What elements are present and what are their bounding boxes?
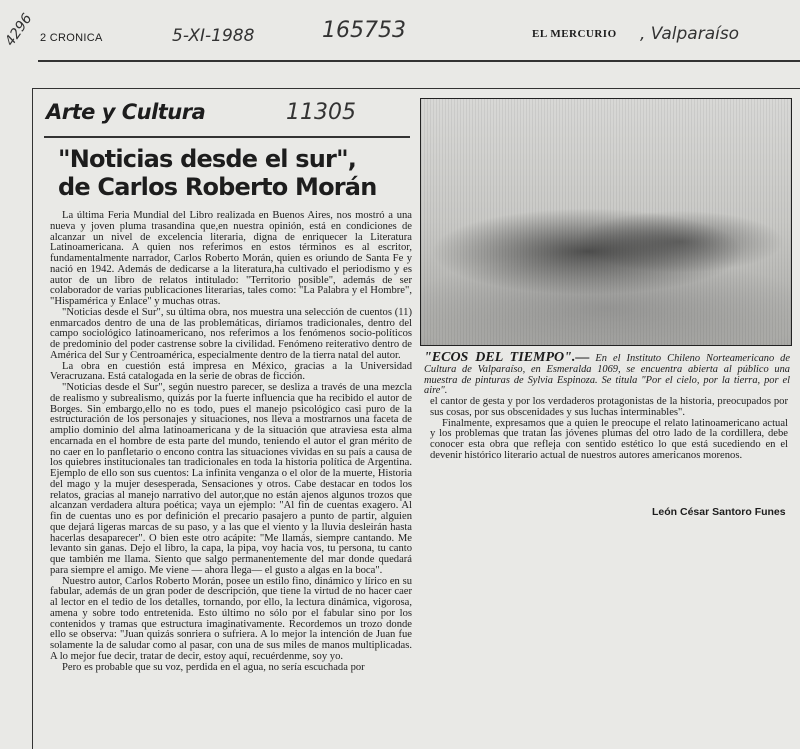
article-body-left <box>50 211 412 673</box>
handwritten-folio: 11305 <box>286 100 356 125</box>
author-signature: León César Santoro Funes <box>652 506 786 518</box>
caption-title: "ECOS DEL TIEMPO".— <box>424 350 590 365</box>
paragraph: "Noticias desde el Sur", según nuestro parecer, se desliza a través de una mezcla de realismo y subrealismo, quizás por la fuerte influencia que ha recibido el autor de Borges. Sin embargo,ello no es todo, pues el manejo psicológico casi puro de la estructuración de los personajes y situaciones, nos lleva a mostrarnos una faceta de amplio dominio del alma latinoamericana y de la situación que atraviesa esta alma encarnada en el hombre de esta parte del mundo, teniendo el autor el gran mérito de no caer en lo panfletario o encono contra las situaciones vividas en su país a causa de los quiebres institucionales tan tradicionales en toda la historia política de Argentina. Ejemplo de ello son sus cuentos: La infinita venganza o el olor de la muerte, Historia del mago y la mujer desesperada, Sensaciones y otros. Cabe destacar en todos los relatos, gracias al manejo narrativo del autor,que no están ajenos algunos trozos que alcanzan verdadera altura poética; vaya un ejemplo: "Al fin de cuentas exagero. Al fin de cuentas uno es por definición el precario pasajero a punto de partir, alguien que dejará ligeras marcas de su paso, y a las que el viento y la lluvia desleirán hasta hacerlas desaparecer". O bien este otro acápite: "Me llamás, siempre cantando. Me levanto sin ganas. Dejo el libro, la capa, la pipa, voy hacia vos, tu persona, tu canto que también me llama. Siento que salgo permanentemente del mar donde quedará para siempre el amigo. Me viene — ahora llega— el gusto a algas en la boca". <box>50 382 412 576</box>
paragraph-continuation: el cantor de gesta y por los verdaderos protagonistas de la historia, preocupados por sus cosas, por sus obscenidades y sus luchas interminables". <box>430 396 788 418</box>
handwritten-number: 165753 <box>322 18 406 43</box>
handwritten-date: 5-XI-1988 <box>172 26 255 46</box>
headline-line-1: "Noticias desde el sur", <box>58 145 357 173</box>
paragraph: Finalmente, expresamos que a quien le preocupe el relato latinoamericano actual y los problemas que tratan las jóvenes plumas del otro lado de la cordillera, debe conocer esta obra que refleja con sentido estético lo que está sucediendo en el devenir histórico literario actual de nuestros autores americanos morenos. <box>430 417 788 461</box>
paragraph: "Noticias desde el Sur", su última obra, nos muestra una selección de cuentos (11) enmarcados dentro de una de las problemáticas, diríamos tradicionales, dentro del campo sociológico latinoamericano, nos referimos a los fenómenos socio-políticos de predominio del poder castrense sobre la civilidad. Fenómeno reiterativo dentro de América del Sur y Centroamérica, especialmente dentro de la tierra natal del autor. <box>50 306 412 361</box>
page-section-label: 2 CRONICA <box>40 32 103 44</box>
painting-photo <box>420 98 792 346</box>
article-body-right <box>430 397 788 462</box>
photo-caption <box>424 350 790 397</box>
article-headline <box>58 145 418 201</box>
newspaper-name: EL MERCURIO <box>532 28 617 40</box>
header-rule <box>38 60 800 62</box>
paragraph: La última Feria Mundial del Libro realizada en Buenos Aires, nos mostró a una nueva y joven pluma trasandina que,en nuestra opinión, está en condiciones de alcanzar un nivel de excelencia literaria, digna de enriquecer la Literatura Latinoamericana. A quien nos referimos en estos términos es al escritor, fundamentalmente narrador, Carlos Roberto Morán, quien es oriundo de Santa Fe y nació en 1942. Además de dedicarse a la literatura,ha cultivado el periodismo y es autor de un libro de relatos intitulado: "Territorio posible", además de ser colaborador de varias publicaciones literarias, tales como: "La Palabra y el Hombre", "Hispamérica y Enlace" y muchas otras. <box>50 210 412 307</box>
handwritten-archive-number: 4296 <box>2 10 36 50</box>
caption-text: En el Instituto Chileno Norteamericano de Cultura de Valparaíso, en Esmeralda 1069, se encuentra abierta al público una muestra de pinturas de Sylvia Espinoza. Se titula "Por el cielo, por la tierra, por el aire". <box>424 353 790 397</box>
paragraph: Nuestro autor, Carlos Roberto Morán, posee un estilo fino, dinámico y lírico en su fabular, además de un gran poder de descripción, que tiene la virtud de no hacer caer al lector en el tedio de los detalles, tornando, por ello, la lectura dinámica, vigorosa, amena y sobre todo entretenida. Esto último no sólo por el fabular sino por los contenidos y tramas que estructura imaginativamente. Recordemos un trozo donde ello se observa: "Juan quizás sonriera o sufriera. A lo mejor la intención de Juan fue solamente la de saludar como al pasar, con una de sus miles de manos multiplicadas. A lo mejor fue decir, tratar de decir, estoy aquí, recuérdenme, soy yo. <box>50 575 412 662</box>
headline-line-2: de Carlos Roberto Morán <box>58 173 377 201</box>
section-title: Arte y Cultura <box>46 100 206 124</box>
section-rule <box>44 136 410 138</box>
paragraph: La obra en cuestión está impresa en México, gracias a la Universidad Veracruzana. Está catalogada en la serie de obras de ficción. <box>50 360 412 383</box>
paragraph: Pero es probable que su voz, perdida en el agua, no sería escuchada por <box>62 661 365 673</box>
handwritten-city: , Valparaíso <box>640 24 740 44</box>
